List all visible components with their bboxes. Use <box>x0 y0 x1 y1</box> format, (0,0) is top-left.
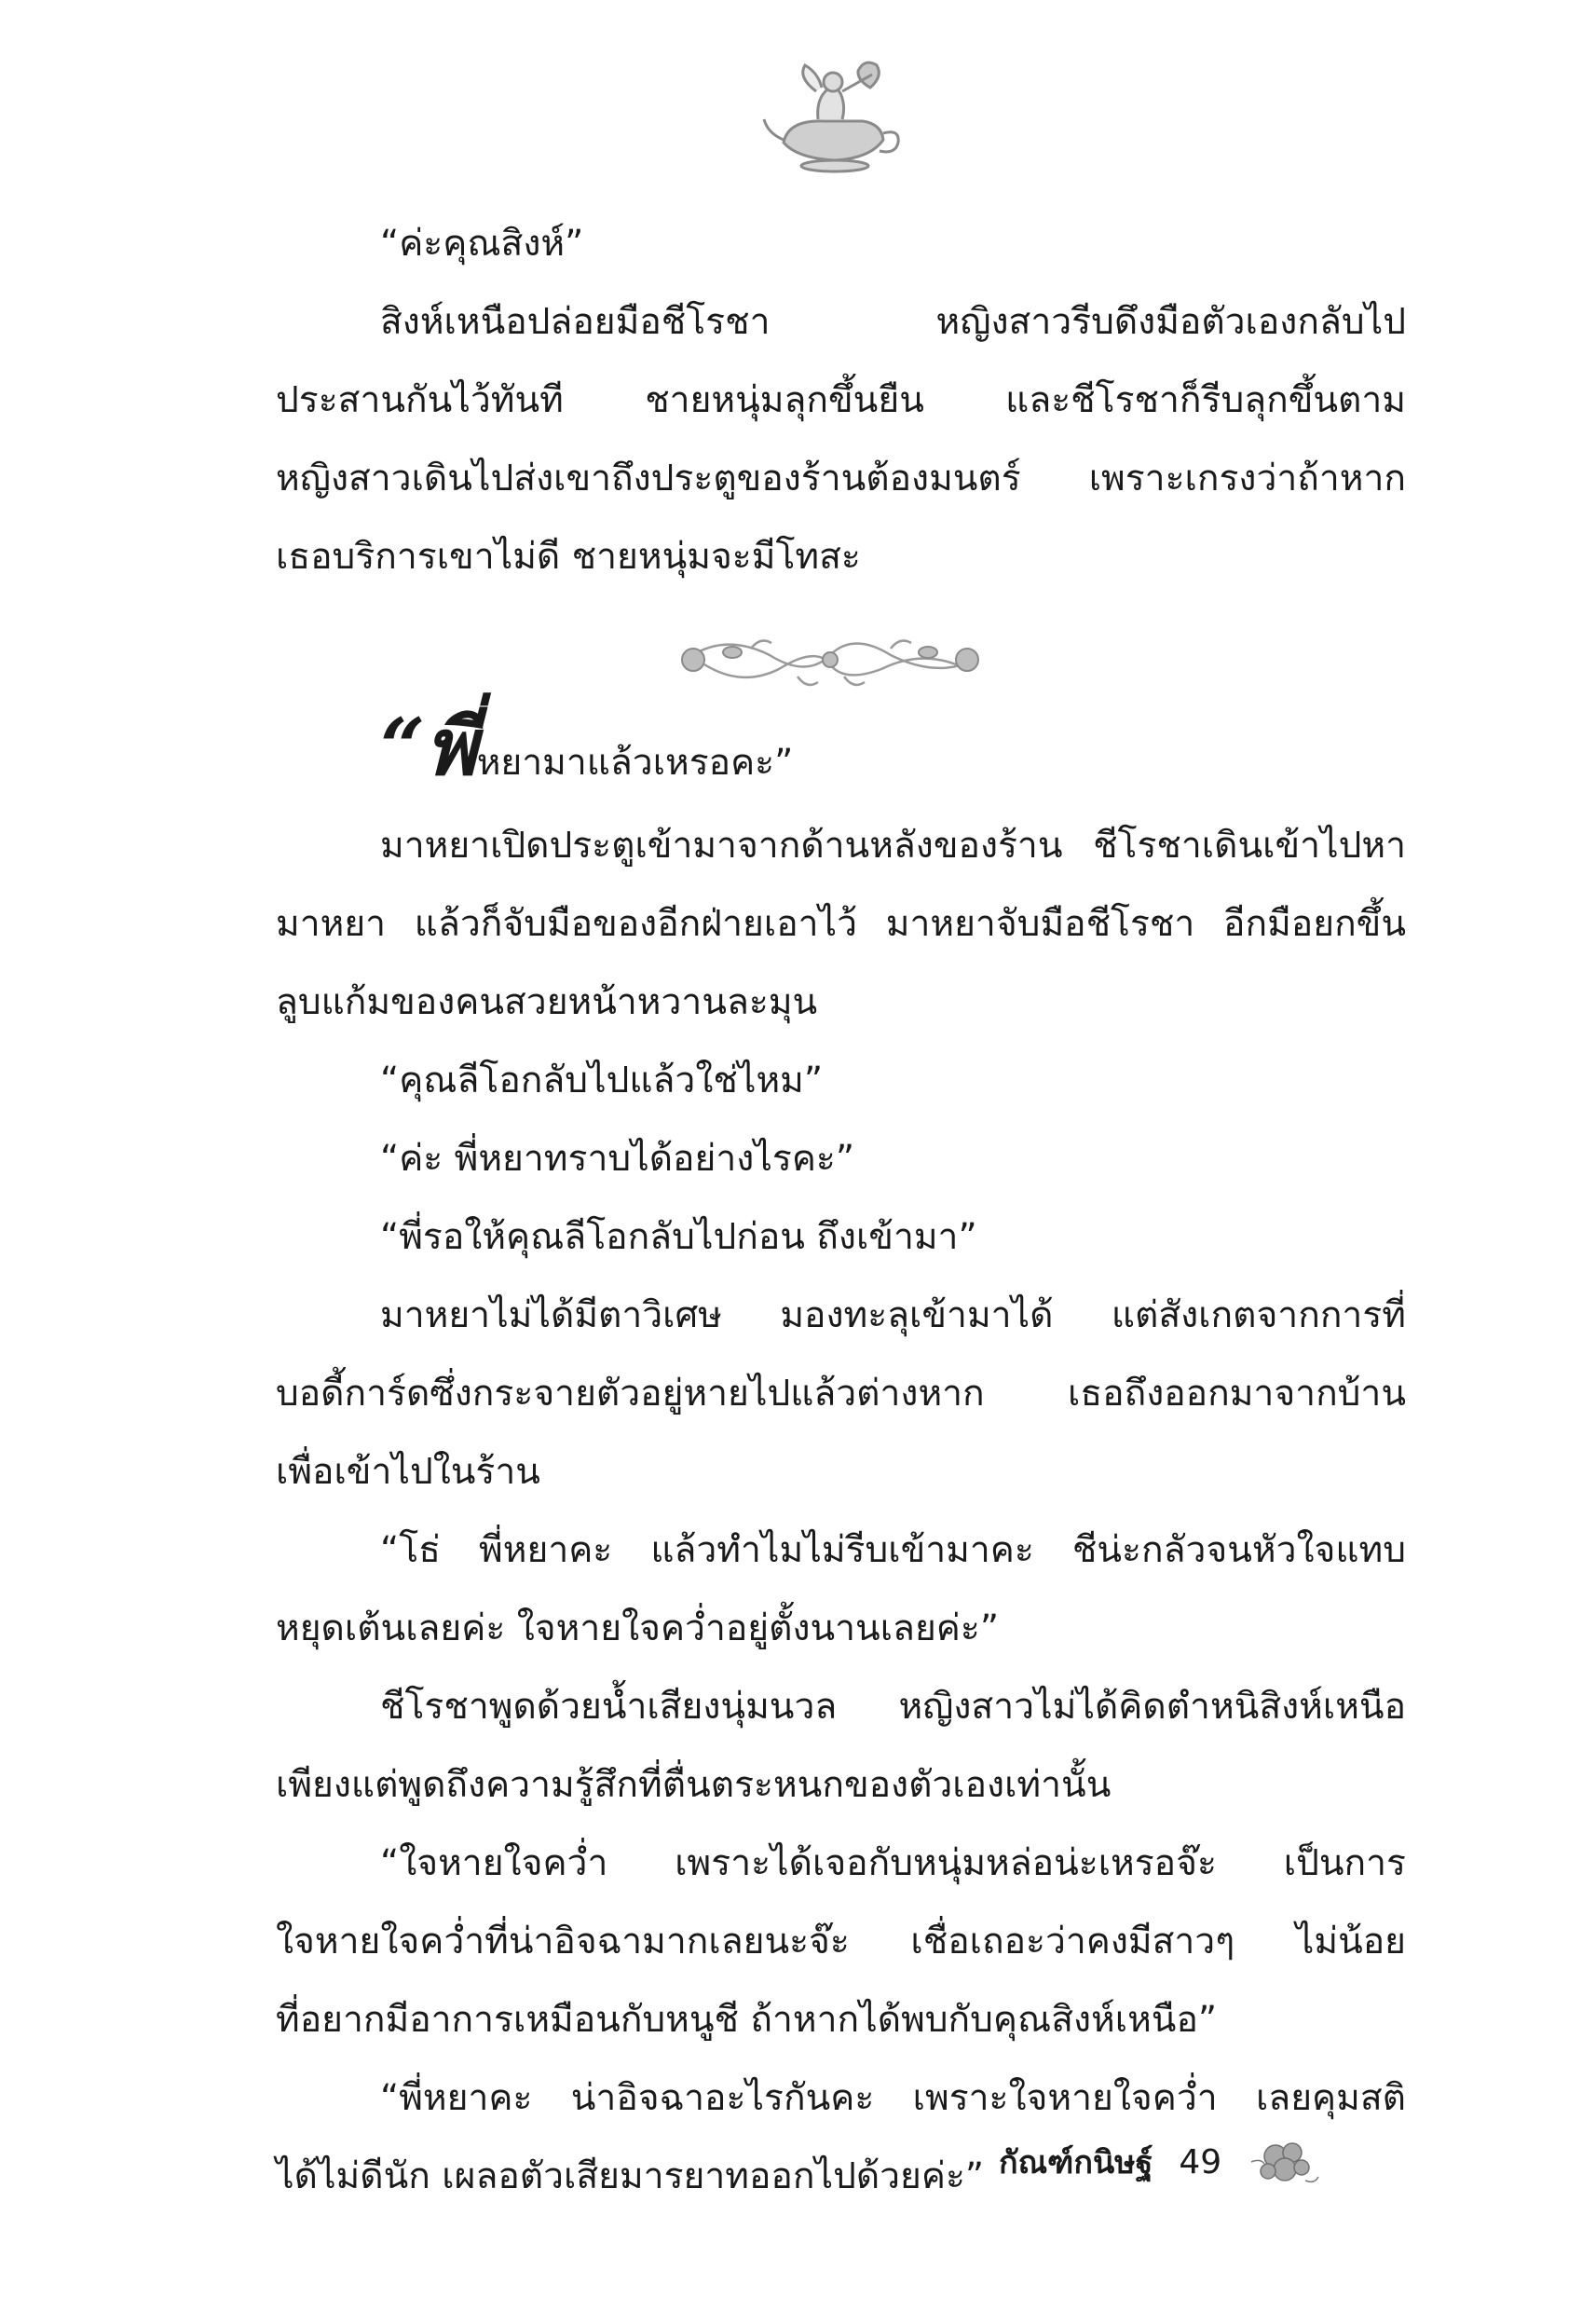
paragraph-line: ประสานกันไว้ทันที ชายหนุ่มลุกขึ้นยืน และชีโรชาก็รีบลุกขึ้นตาม <box>276 379 1406 421</box>
paragraph-line: ที่อยากมีอาการเหมือนกับหนูชี ถ้าหากได้พบกับคุณสิงห์เหนือ” <box>276 1999 1218 2041</box>
paragraph-line: เธอบริการเขาไม่ดี ชายหนุ่มจะมีโทสะ <box>276 536 861 578</box>
paragraph-line: หญิงสาวเดินไปส่งเขาถึงประตูของร้านต้องมนตร์ เพราะเกรงว่าถ้าหาก <box>276 458 1406 499</box>
dropcap: “พี่ <box>380 701 477 793</box>
paragraph-line: “ค่ะ พี่หยาทราบได้อย่างไรคะ” <box>380 1138 855 1180</box>
section-2-text <box>276 807 1406 2216</box>
paragraph-line: “พี่รอให้คุณลีโอกลับไปก่อน ถึงเข้ามา” <box>380 1216 977 1258</box>
book-title: กัณฑ์กนิษฐ์ <box>999 2144 1153 2181</box>
paragraph-line: สิงห์เหนือปล่อยมือชีโรชา หญิงสาวรีบดึงมือตัวเองกลับไป <box>380 301 1406 343</box>
paragraph-line: “คุณลีโอกลับไปแล้วใช่ไหม” <box>380 1060 824 1101</box>
paragraph-line: มาหยาเปิดประตูเข้ามาจากด้านหลังของร้าน ชีโรชาเดินเข้าไปหา <box>380 825 1406 867</box>
page-footer <box>999 2134 1322 2190</box>
paragraph-line: หยุดเต้นเลยค่ะ ใจหายใจคว่ำอยู่ตั้งนานเลยค่ะ” <box>276 1607 1000 1649</box>
paragraph-line: “โธ่ พี่หยาคะ แล้วทำไมไม่รีบเข้ามาคะ ชีน่ะกลัวจนหัวใจแทบ <box>380 1529 1406 1571</box>
cupid-teapot-icon <box>760 54 909 175</box>
paragraph-line: “ค่ะคุณสิงห์” <box>380 223 584 265</box>
paragraph-line: เพียงแต่พูดถึงความรู้สึกที่ตื่นตระหนกของตัวเองเท่านั้น <box>276 1764 1112 1806</box>
paragraph-line: มาหยา แล้วก็จับมือของอีกฝ่ายเอาไว้ มาหยาจับมือชีโรชา อีกมือยกขึ้น <box>276 903 1406 945</box>
paragraph-line: “พี่หยาคะ น่าอิจฉาอะไรกันคะ เพราะใจหายใจคว่ำ เลยคุมสติ <box>380 2077 1406 2119</box>
section-1-text <box>276 205 1406 596</box>
paragraph-line: ได้ไม่ดีนัก เผลอตัวเสียมารยาทออกไปด้วยค่ะ” <box>276 2155 985 2197</box>
paragraph-line: ชีโรชาพูดด้วยน้ำเสียงนุ่มนวล หญิงสาวไม่ได้คิดตำหนิสิงห์เหนือ <box>380 1686 1406 1728</box>
paragraph-line: บอดี้การ์ดซึ่งกระจายตัวอยู่หายไปแล้วต่างหาก เธอถึงออกมาจากบ้าน <box>276 1373 1406 1415</box>
floral-vine-divider-icon <box>667 613 993 706</box>
paragraph-line: เพื่อเข้าไปในร้าน <box>276 1451 540 1493</box>
paragraph-line: มาหยาไม่ได้มีตาวิเศษ มองทะลุเข้ามาได้ แต่สังเกตจากการที่ <box>380 1294 1406 1336</box>
paragraph-line: ใจหายใจคว่ำที่น่าอิจฉามากเลยนะจ๊ะ เชื่อเถอะว่าคงมีสาวๆ ไม่น้อย <box>276 1921 1406 1962</box>
paragraph-line: ลูบแก้มของคนสวยหน้าหวานละมุน <box>276 981 818 1023</box>
dropcap-rest: หยามาแล้วเหรอคะ” <box>476 742 794 784</box>
page-number: 49 <box>1179 2142 1222 2181</box>
paragraph-line: “ใจหายใจคว่ำ เพราะได้เจอกับหนุ่มหล่อน่ะเหรอจ๊ะ เป็นการ <box>380 1842 1406 1884</box>
dropcap-opening-line <box>380 701 794 801</box>
flower-bouquet-icon <box>1248 2134 1322 2190</box>
